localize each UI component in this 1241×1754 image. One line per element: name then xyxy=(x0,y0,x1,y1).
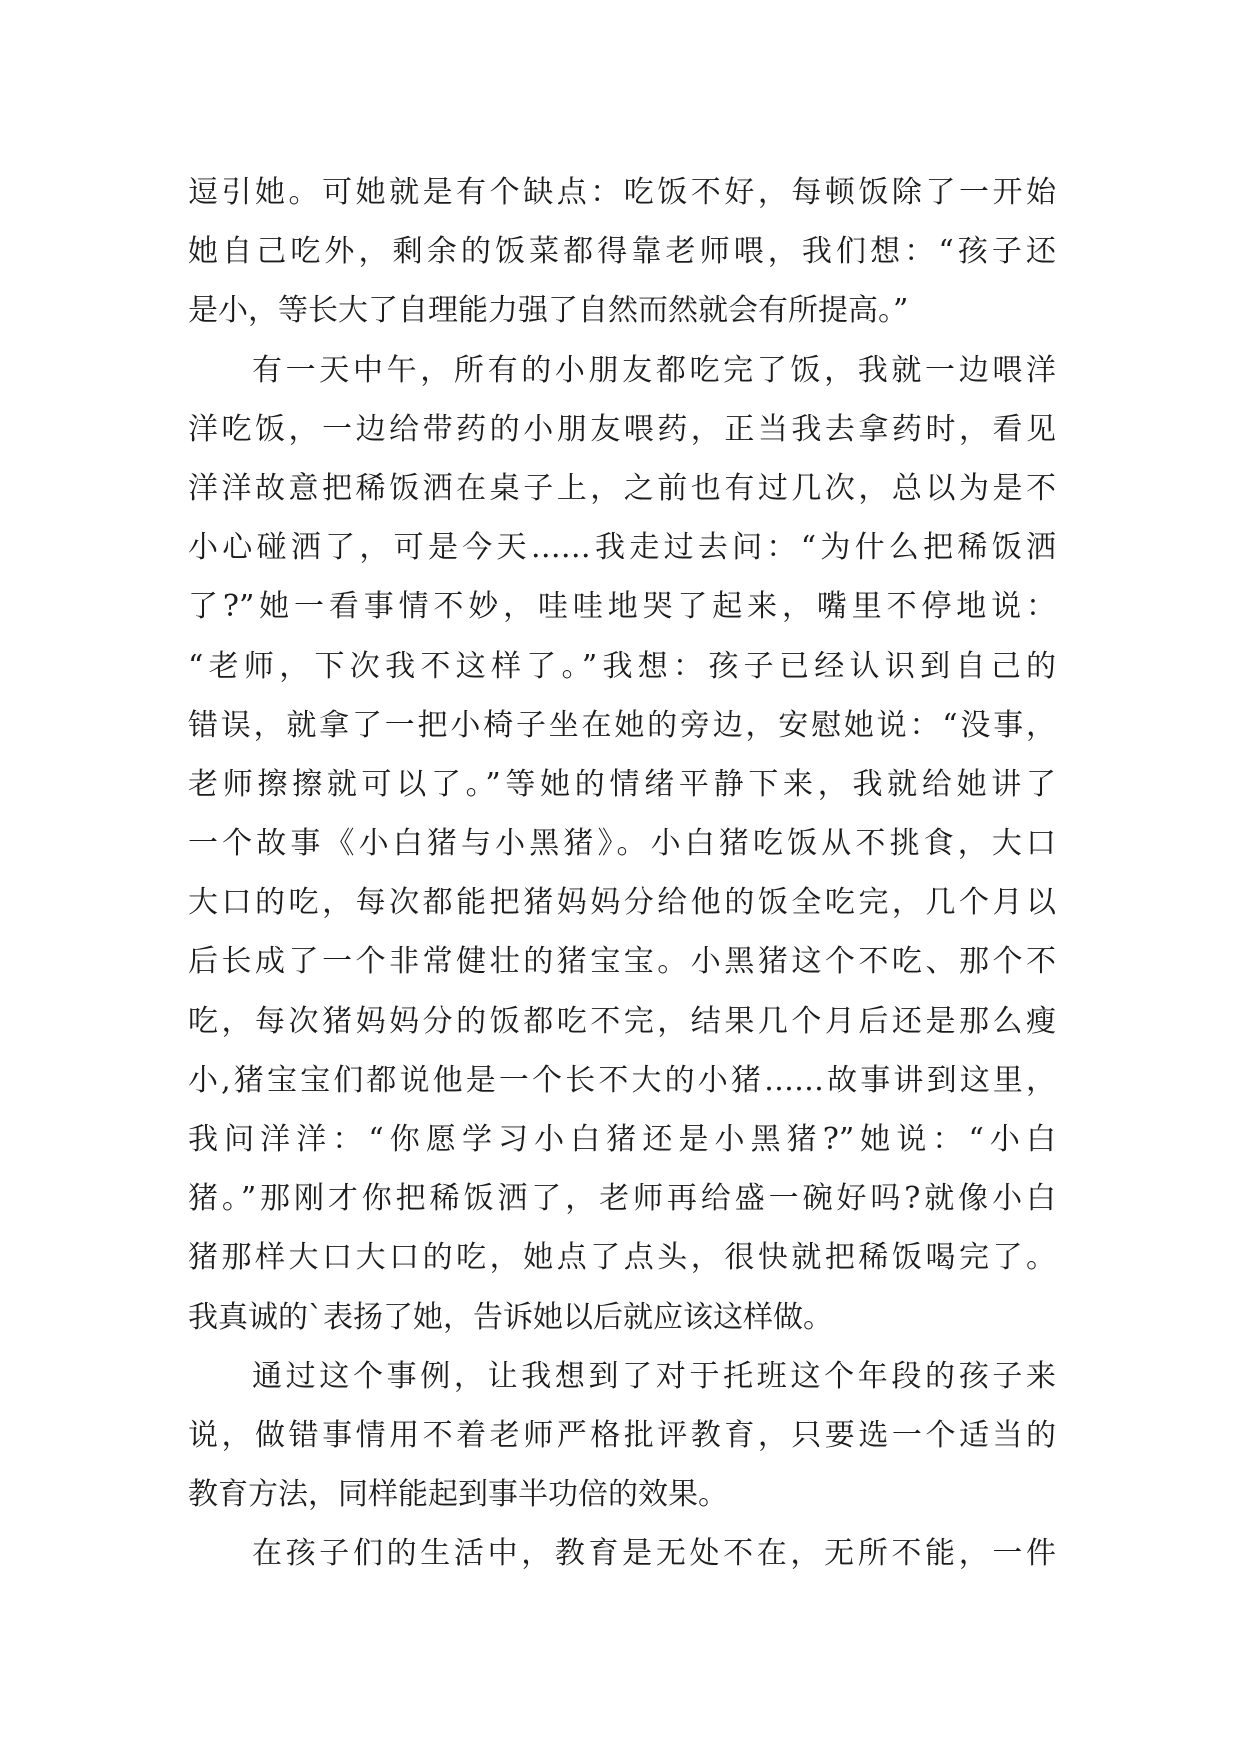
document-body xyxy=(188,163,1056,1584)
paragraph-first-line: 在孩子们的生活中，教育是无处不在，无所不能，一件 xyxy=(252,1536,1056,1572)
text-line: 小,猪宝宝们都说他是一个长不大的小猪……故事讲到这里， xyxy=(188,1062,1056,1098)
text-line: 了?”她一看事情不妙，哇哇地哭了起来，嘴里不停地说： xyxy=(188,589,1056,625)
text-line: 洋吃饭，一边给带药的小朋友喂药，正当我去拿药时，看见 xyxy=(188,411,1056,447)
text-line: 错误，就拿了一把小椅子坐在她的旁边，安慰她说：“没事， xyxy=(188,707,1056,743)
paragraph-first-line: 通过这个事例，让我想到了对于托班这个年段的孩子来 xyxy=(252,1358,1056,1394)
text-line: 后长成了一个非常健壮的猪宝宝。小黑猪这个不吃、那个不 xyxy=(188,944,1056,980)
text-line: 逗引她。可她就是有个缺点：吃饭不好，每顿饭除了一开始 xyxy=(188,175,1056,210)
text-line: 猪那样大口大口的吃，她点了点头，很快就把稀饭喝完了。 xyxy=(188,1240,1056,1276)
text-line: 小心碰洒了，可是今天……我走过去问：“为什么把稀饭洒 xyxy=(188,530,1056,566)
text-line: 是小，等长大了自理能力强了自然而然就会有所提高。” xyxy=(188,293,909,329)
text-line: 洋洋故意把稀饭洒在桌子上，之前也有过几次，总以为是不 xyxy=(188,470,1056,506)
paragraph-first-line: 有一天中午，所有的小朋友都吃完了饭，我就一边喂洋 xyxy=(252,352,1056,388)
text-line: 猪。”那刚才你把稀饭洒了，老师再给盛一碗好吗?就像小白 xyxy=(188,1181,1056,1217)
text-line: 教育方法，同样能起到事半功倍的效果。 xyxy=(188,1477,728,1513)
text-line: 吃，每次猪妈妈分的饭都吃不完，结果几个月后还是那么瘦 xyxy=(188,1003,1056,1039)
text-line: 她自己吃外，剩余的饭菜都得靠老师喂，我们想：“孩子还 xyxy=(188,234,1056,270)
text-line: 大口的吃，每次都能把猪妈妈分给他的饭全吃完，几个月以 xyxy=(188,885,1056,921)
text-line: 一个故事《小白猪与小黑猪》。小白猪吃饭从不挑食，大口 xyxy=(188,826,1056,862)
text-line: 老师擦擦就可以了。”等她的情绪平静下来，我就给她讲了 xyxy=(188,766,1056,802)
text-line: 我真诚的`表扬了她，告诉她以后就应该这样做。 xyxy=(188,1299,833,1335)
text-line: 我问洋洋：“你愿学习小白猪还是小黑猪?”她说：“小白 xyxy=(188,1122,1056,1157)
text-line: 说，做错事情用不着老师严格批评教育，只要选一个适当的 xyxy=(188,1417,1056,1453)
text-line: “老师，下次我不这样了。”我想：孩子已经认识到自己的 xyxy=(188,648,1056,684)
